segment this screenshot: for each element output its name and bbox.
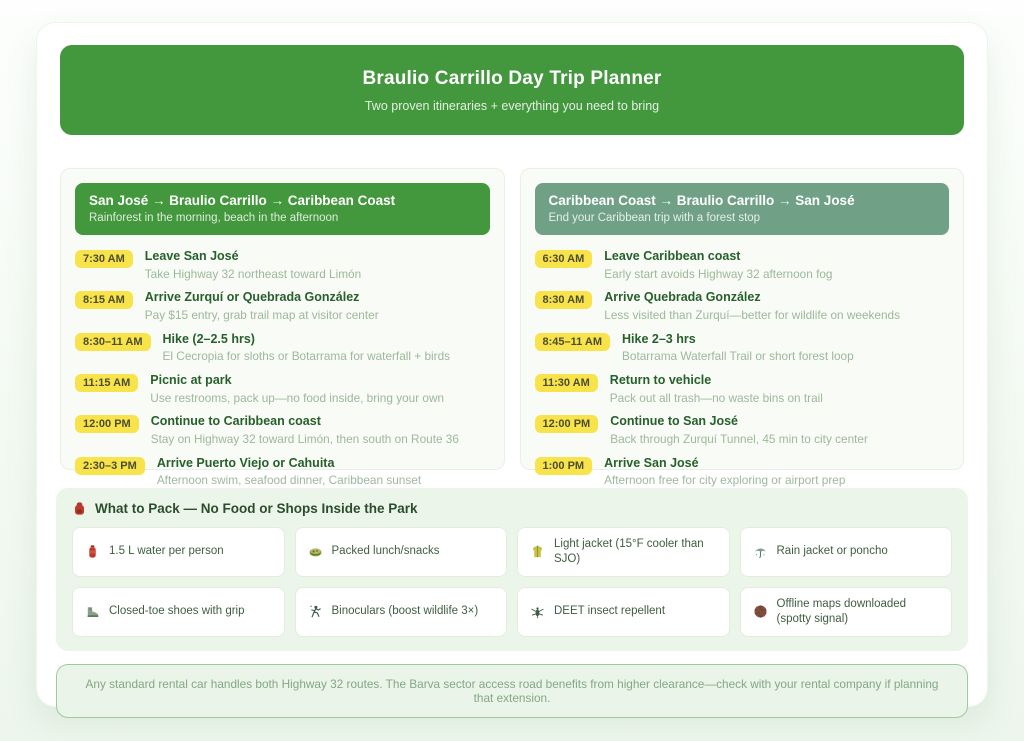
backpack-icon bbox=[72, 501, 87, 516]
packing-heading bbox=[72, 501, 952, 516]
stop-note: Take Highway 32 northeast toward Limón bbox=[144, 266, 362, 281]
stop-row bbox=[535, 414, 950, 446]
stop-row bbox=[535, 456, 950, 488]
page-subtitle: Two proven itineraries + everything you need to bring bbox=[364, 98, 660, 113]
time-badge: 12:00 PM bbox=[535, 415, 599, 433]
stop-title: Arrive Zurquí or Quebrada González bbox=[144, 290, 360, 305]
rental-car-note: Any standard rental car handles both Highway 32 routes. The Barva sector access road benefits from higher clearance—check with your rental company if planning that extension. bbox=[56, 664, 968, 718]
stop-title: Arrive Quebrada González bbox=[604, 290, 761, 305]
stop-title: Continue to San José bbox=[610, 414, 738, 429]
pack-item bbox=[295, 527, 508, 577]
stop-row bbox=[75, 290, 490, 322]
pack-item-label: DEET insect repellent bbox=[554, 605, 666, 618]
pack-item-label: Offline maps downloaded (spotty signal) bbox=[776, 597, 907, 625]
page-header bbox=[60, 45, 964, 135]
stop-note: Back through Zurquí Tunnel, 45 min to city center bbox=[610, 432, 868, 447]
itinerary-subtitle: Rainforest in the morning, beach in the afternoon bbox=[89, 212, 339, 224]
water-bottle-icon bbox=[85, 544, 100, 559]
stop-title: Leave San José bbox=[144, 249, 239, 263]
mosquito-icon bbox=[530, 604, 545, 619]
stop-title: Arrive San José bbox=[604, 455, 699, 470]
stop-row bbox=[75, 456, 490, 488]
packing-grid bbox=[72, 527, 952, 637]
stop-row bbox=[535, 290, 950, 322]
pack-item-label: Rain jacket or poncho bbox=[776, 545, 888, 558]
itinerary-columns bbox=[60, 168, 964, 488]
rain-poncho-icon bbox=[753, 544, 768, 559]
stop-note: Use restrooms, pack up—no food inside, bring your own bbox=[150, 390, 445, 405]
pack-item-label: Binoculars (boost wildlife 3×) bbox=[331, 605, 479, 618]
stop-title: Hike 2–3 hrs bbox=[622, 331, 696, 346]
itinerary-header-return bbox=[535, 183, 950, 235]
time-badge: 8:30 AM bbox=[535, 291, 593, 309]
stop-note: Pack out all trash—no waste bins on trail bbox=[609, 390, 823, 405]
itinerary-subtitle: End your Caribbean trip with a forest stop bbox=[548, 212, 761, 224]
packed-lunch-icon bbox=[308, 544, 323, 559]
binoculars-icon bbox=[308, 604, 323, 619]
planner-card bbox=[37, 23, 987, 706]
pack-item bbox=[72, 527, 285, 577]
hiking-boot-icon bbox=[85, 604, 100, 619]
pack-item bbox=[740, 527, 953, 577]
stop-title: Leave Caribbean coast bbox=[604, 249, 741, 263]
stop-title: Hike (2–2.5 hrs) bbox=[162, 331, 255, 346]
time-badge: 8:15 AM bbox=[75, 291, 133, 309]
itinerary-title: Caribbean Coast → Braulio Carrillo → San José bbox=[548, 193, 855, 208]
stop-list bbox=[535, 249, 950, 488]
stop-row bbox=[535, 373, 950, 405]
stop-row bbox=[75, 332, 490, 364]
pack-item-label: Closed-toe shoes with grip bbox=[109, 605, 245, 618]
stop-note: Afternoon swim, seafood dinner, Caribbean sunset bbox=[156, 473, 422, 488]
stop-note: Stay on Highway 32 toward Limón, then south on Route 36 bbox=[150, 432, 459, 447]
stop-title: Arrive Puerto Viejo or Cahuita bbox=[156, 455, 335, 470]
pack-item-label: 1.5 L water per person bbox=[109, 545, 224, 558]
stop-row bbox=[75, 249, 490, 281]
jacket-icon bbox=[530, 544, 545, 559]
stop-list bbox=[75, 249, 490, 488]
stop-row bbox=[535, 249, 950, 281]
pack-item bbox=[72, 587, 285, 637]
stop-note: Less visited than Zurquí—better for wildlife on weekends bbox=[604, 307, 901, 322]
packing-heading-text: What to Pack — No Food or Shops Inside the Park bbox=[95, 501, 418, 516]
stop-title: Continue to Caribbean coast bbox=[150, 414, 321, 429]
stop-row bbox=[75, 414, 490, 446]
stop-title: Picnic at park bbox=[150, 373, 232, 388]
itinerary-card-return bbox=[520, 168, 965, 488]
page-title: Braulio Carrillo Day Trip Planner bbox=[362, 67, 662, 89]
stop-note: Afternoon free for city exploring or airport prep bbox=[604, 473, 846, 488]
itinerary-header-outbound bbox=[75, 183, 490, 235]
pack-item-label: Packed lunch/snacks bbox=[331, 545, 440, 558]
packing-section bbox=[56, 488, 968, 651]
stop-title: Return to vehicle bbox=[609, 373, 712, 388]
time-badge: 11:30 AM bbox=[535, 374, 598, 392]
time-badge: 1:00 PM bbox=[535, 457, 593, 475]
time-badge: 6:30 AM bbox=[535, 250, 593, 268]
stop-note: El Cecropia for sloths or Botarrama for waterfall + birds bbox=[162, 349, 451, 364]
stop-row bbox=[535, 332, 950, 364]
time-badge: 12:00 PM bbox=[75, 415, 139, 433]
time-badge: 7:30 AM bbox=[75, 250, 133, 268]
pack-item bbox=[517, 527, 730, 577]
pack-item-label: Light jacket (15°F cooler than SJO) bbox=[554, 538, 704, 565]
offline-map-icon bbox=[753, 604, 768, 619]
itinerary-title: San José → Braulio Carrillo → Caribbean Coast bbox=[89, 193, 396, 208]
itinerary-card-outbound bbox=[60, 168, 505, 488]
stop-note: Botarrama Waterfall Trail or short forest loop bbox=[622, 349, 854, 364]
stop-note: Pay $15 entry, grab trail map at visitor center bbox=[144, 307, 379, 322]
stop-row bbox=[75, 373, 490, 405]
time-badge: 11:15 AM bbox=[75, 374, 138, 392]
time-badge: 8:30–11 AM bbox=[75, 333, 151, 351]
time-badge: 2:30–3 PM bbox=[75, 457, 145, 475]
pack-item bbox=[740, 587, 953, 637]
pack-item bbox=[517, 587, 730, 637]
pack-item bbox=[295, 587, 508, 637]
stop-note: Early start avoids Highway 32 afternoon fog bbox=[604, 266, 833, 281]
time-badge: 8:45–11 AM bbox=[535, 333, 611, 351]
